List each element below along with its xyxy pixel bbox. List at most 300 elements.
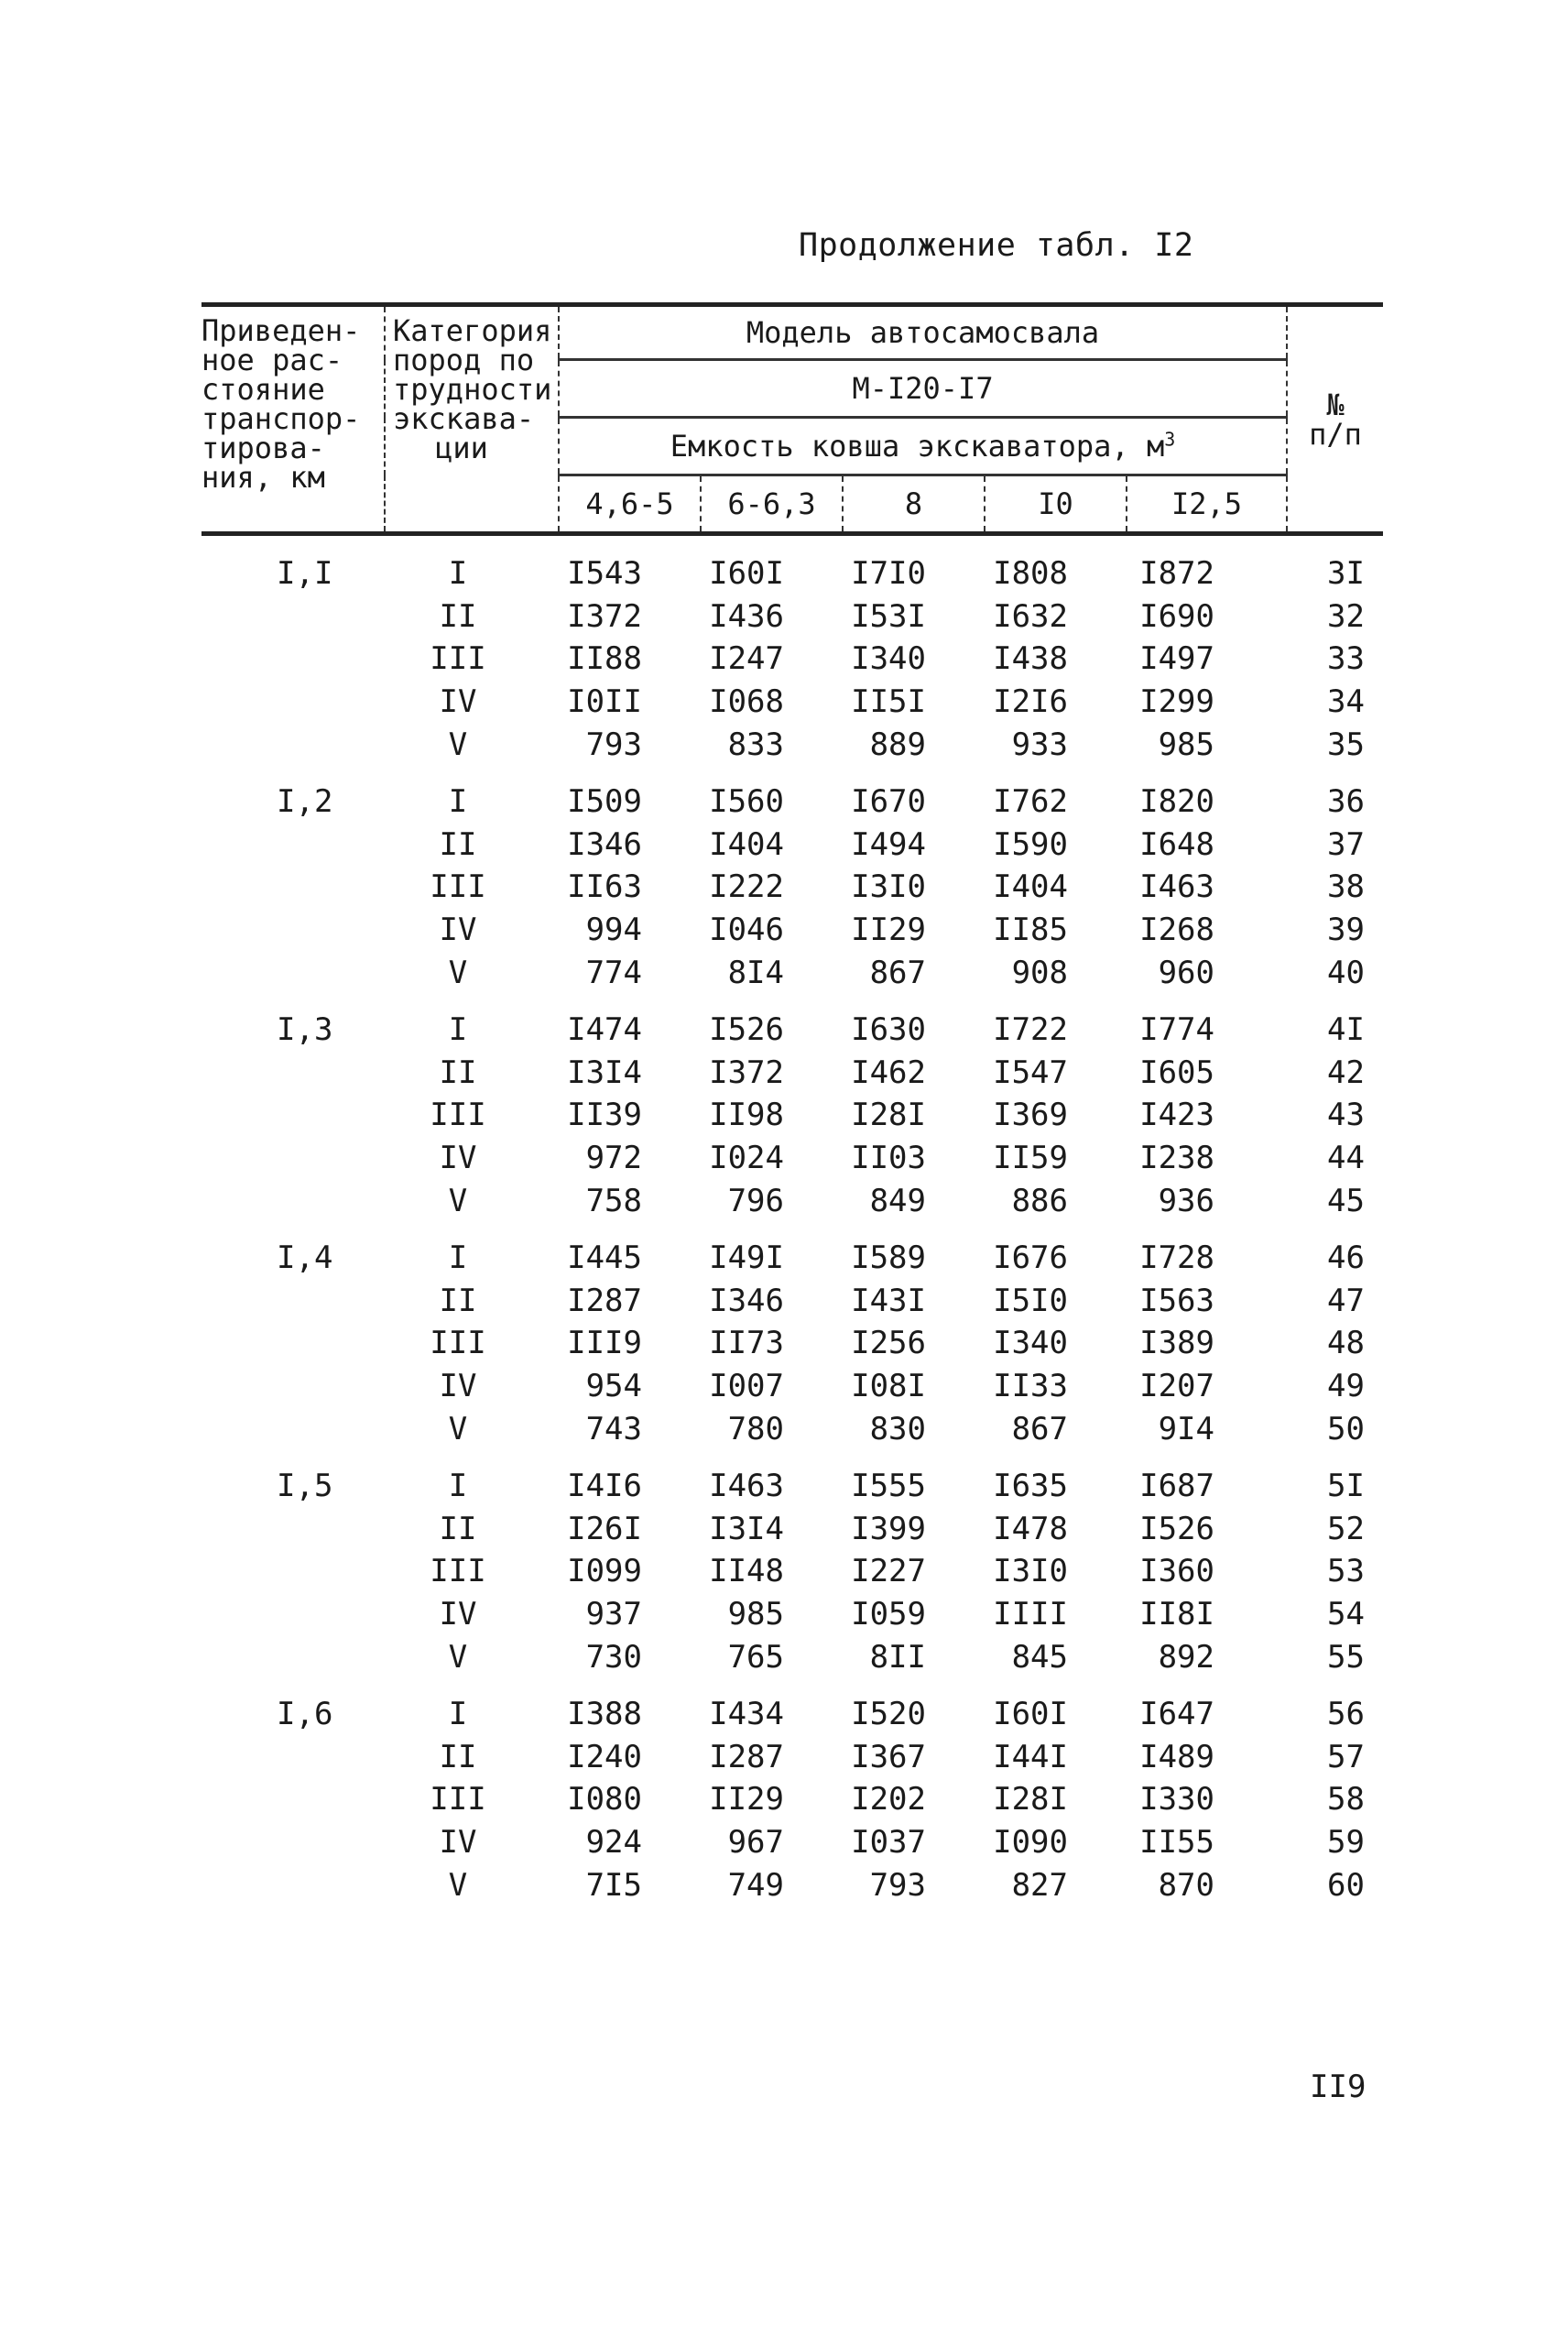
value-cell: 886 — [1011, 1182, 1068, 1219]
value-cell: II98 — [709, 1097, 784, 1134]
distance-cell: I,I — [277, 555, 333, 593]
value-cell: I007 — [709, 1367, 784, 1404]
value-cell: I2I6 — [993, 683, 1068, 721]
row-number-cell: 4I — [1327, 1011, 1365, 1049]
value-cell: 774 — [585, 954, 642, 991]
table-body — [201, 552, 1383, 1906]
value-cell: 796 — [727, 1182, 784, 1219]
category-cell: I — [448, 1468, 468, 1505]
value-cell: 954 — [585, 1367, 642, 1404]
page-number: II9 — [1310, 2069, 1367, 2105]
table-row — [201, 1280, 1383, 1323]
header-category-line: трудности — [393, 372, 552, 407]
category-cell: III — [430, 868, 486, 906]
header-category — [385, 305, 559, 534]
value-cell: I346 — [709, 1282, 784, 1319]
value-cell: I53I — [851, 597, 926, 635]
table-row — [201, 1821, 1383, 1864]
value-cell: 793 — [869, 1866, 926, 1904]
group-spacer — [201, 994, 1383, 1009]
value-cell: I60I — [993, 1696, 1068, 1733]
value-cell: I024 — [709, 1140, 784, 1177]
value-cell: II59 — [993, 1140, 1068, 1177]
distance-cell — [201, 866, 385, 909]
header-category-line: экскава- — [393, 401, 535, 436]
table-row — [201, 1507, 1383, 1550]
distance-cell — [201, 1635, 385, 1678]
row-number-cell: 49 — [1327, 1367, 1365, 1404]
header-model-value: М-I20-I7 — [559, 360, 1287, 418]
table-row — [201, 909, 1383, 952]
row-number-cell: 33 — [1327, 640, 1365, 678]
table-row — [201, 824, 1383, 867]
category-cell: IV — [439, 1367, 477, 1404]
capacity-col-5: I2,5 — [1127, 475, 1287, 534]
value-cell: 845 — [1011, 1638, 1068, 1676]
category-cell: V — [448, 1638, 468, 1676]
value-cell: I722 — [993, 1011, 1068, 1049]
value-cell: I037 — [851, 1823, 926, 1861]
value-cell: I222 — [709, 868, 784, 906]
value-cell: 889 — [869, 726, 926, 763]
value-cell: I509 — [567, 783, 642, 821]
value-cell: I256 — [851, 1325, 926, 1362]
group-spacer — [201, 1678, 1383, 1693]
distance-cell — [201, 1052, 385, 1095]
value-cell: I26I — [567, 1510, 642, 1547]
distance-cell — [201, 1550, 385, 1593]
table-row — [201, 1778, 1383, 1821]
distance-cell — [201, 1179, 385, 1222]
value-cell: I690 — [1139, 597, 1214, 635]
value-cell: I463 — [709, 1468, 784, 1505]
value-cell: I494 — [851, 825, 926, 863]
value-cell: 867 — [1011, 1410, 1068, 1447]
value-cell: 730 — [585, 1638, 642, 1676]
group-spacer-cell — [201, 994, 1383, 1009]
value-cell: I399 — [851, 1510, 926, 1547]
value-cell: I404 — [993, 868, 1068, 906]
table-row — [201, 1465, 1383, 1508]
header-distance-line: Приведен- — [201, 313, 361, 348]
table-row — [201, 595, 1383, 639]
row-number-cell: 46 — [1327, 1239, 1365, 1277]
value-cell: IIII — [993, 1595, 1068, 1633]
table-row — [201, 866, 1383, 909]
table-row — [201, 1693, 1383, 1736]
value-cell: 765 — [727, 1638, 784, 1676]
table-header — [201, 302, 1383, 536]
value-cell: 967 — [727, 1823, 784, 1861]
table-row — [201, 1179, 1383, 1222]
value-cell: I520 — [851, 1696, 926, 1733]
category-cell: I — [448, 555, 468, 593]
value-cell: 892 — [1158, 1638, 1214, 1676]
value-cell: I369 — [993, 1097, 1068, 1134]
value-cell: II8I — [1139, 1595, 1214, 1633]
row-number-cell: 48 — [1327, 1325, 1365, 1362]
value-cell: I28I — [851, 1097, 926, 1134]
distance-cell — [201, 1280, 385, 1323]
value-cell: 870 — [1158, 1866, 1214, 1904]
value-cell: I632 — [993, 597, 1068, 635]
row-number-cell: 36 — [1327, 783, 1365, 821]
distance-cell — [201, 1407, 385, 1450]
value-cell: I3I4 — [567, 1054, 642, 1091]
header-distance-line: ния, км — [201, 460, 325, 495]
value-cell: 933 — [1011, 726, 1068, 763]
group-spacer — [201, 766, 1383, 781]
value-cell: I820 — [1139, 783, 1214, 821]
value-cell: 793 — [585, 726, 642, 763]
value-cell: I808 — [993, 555, 1068, 593]
table-row — [201, 723, 1383, 766]
category-cell: III — [430, 1781, 486, 1818]
value-cell: I526 — [709, 1011, 784, 1049]
value-cell: I227 — [851, 1553, 926, 1590]
value-cell: I3I4 — [709, 1510, 784, 1547]
value-cell: I3I0 — [851, 868, 926, 906]
value-cell: I687 — [1139, 1468, 1214, 1505]
value-cell: I423 — [1139, 1097, 1214, 1134]
distance-cell — [201, 824, 385, 867]
row-number-cell: 40 — [1327, 954, 1365, 991]
value-cell: 924 — [585, 1823, 642, 1861]
header-capacity — [559, 418, 1287, 475]
value-cell: 827 — [1011, 1866, 1068, 1904]
header-category-line: Категория — [393, 313, 552, 348]
table-row — [201, 1237, 1383, 1280]
value-cell: I547 — [993, 1054, 1068, 1091]
value-cell: 994 — [585, 912, 642, 949]
distance-cell — [201, 681, 385, 724]
value-cell: I340 — [851, 640, 926, 678]
category-cell: V — [448, 726, 468, 763]
table-row — [201, 1094, 1383, 1137]
value-cell: I240 — [567, 1738, 642, 1775]
category-cell: IV — [439, 1823, 477, 1861]
distance-cell — [201, 1735, 385, 1778]
category-cell: V — [448, 1410, 468, 1447]
value-cell: I774 — [1139, 1011, 1214, 1049]
value-cell: 867 — [869, 954, 926, 991]
header-distance — [201, 305, 385, 534]
value-cell: I872 — [1139, 555, 1214, 593]
value-cell: I560 — [709, 783, 784, 821]
table-row — [201, 1863, 1383, 1906]
category-cell: IV — [439, 1140, 477, 1177]
category-cell: I — [448, 1696, 468, 1733]
value-cell: I268 — [1139, 912, 1214, 949]
table-row — [201, 1735, 1383, 1778]
distance-cell: I,3 — [277, 1011, 333, 1049]
value-cell: I360 — [1139, 1553, 1214, 1590]
row-number-cell: 56 — [1327, 1696, 1365, 1733]
value-cell: I340 — [993, 1325, 1068, 1362]
row-number-cell: 42 — [1327, 1054, 1365, 1091]
row-number-cell: 35 — [1327, 726, 1365, 763]
value-cell: I563 — [1139, 1282, 1214, 1319]
category-cell: I — [448, 1011, 468, 1049]
row-number-cell: 58 — [1327, 1781, 1365, 1818]
category-cell: III — [430, 640, 486, 678]
row-number-cell: 39 — [1327, 912, 1365, 949]
value-cell: I207 — [1139, 1367, 1214, 1404]
value-cell: II55 — [1139, 1823, 1214, 1861]
row-number-cell: 57 — [1327, 1738, 1365, 1775]
group-spacer — [201, 1222, 1383, 1237]
distance-cell — [201, 1094, 385, 1137]
value-cell: I590 — [993, 825, 1068, 863]
value-cell: I60I — [709, 555, 784, 593]
value-cell: 7I5 — [585, 1866, 642, 1904]
value-cell: I49I — [709, 1239, 784, 1277]
value-cell: I7I0 — [851, 555, 926, 593]
row-number-cell: 43 — [1327, 1097, 1365, 1134]
category-cell: IV — [439, 1595, 477, 1633]
table-row — [201, 1635, 1383, 1678]
table-row — [201, 1365, 1383, 1408]
value-cell: 972 — [585, 1140, 642, 1177]
value-cell: I445 — [567, 1239, 642, 1277]
value-cell: I346 — [567, 825, 642, 863]
table-row — [201, 781, 1383, 824]
table-row — [201, 951, 1383, 994]
header-category-line: ции — [435, 431, 488, 465]
distance-cell — [201, 1365, 385, 1408]
value-cell: I202 — [851, 1781, 926, 1818]
value-cell: II33 — [993, 1367, 1068, 1404]
distance-cell: I,2 — [277, 783, 333, 821]
value-cell: I090 — [993, 1823, 1068, 1861]
table-row — [201, 1009, 1383, 1052]
capacity-col-3: 8 — [843, 475, 985, 534]
header-category-line: пород по — [393, 343, 535, 377]
row-number-cell: 45 — [1327, 1182, 1365, 1219]
distance-cell — [201, 1863, 385, 1906]
value-cell: 849 — [869, 1182, 926, 1219]
group-spacer-cell — [201, 1678, 1383, 1693]
value-cell: 830 — [869, 1410, 926, 1447]
table-row — [201, 1407, 1383, 1450]
capacity-unit-exponent: 3 — [1164, 428, 1176, 451]
category-cell: I — [448, 1239, 468, 1277]
value-cell: I247 — [709, 640, 784, 678]
value-cell: I287 — [567, 1282, 642, 1319]
row-number-cell: 55 — [1327, 1638, 1365, 1676]
capacity-col-4: I0 — [985, 475, 1127, 534]
distance-cell — [201, 951, 385, 994]
capacity-col-2: 6-6,3 — [701, 475, 843, 534]
row-number-cell: 3I — [1327, 555, 1365, 593]
category-cell: II — [439, 825, 477, 863]
value-cell: I08I — [851, 1367, 926, 1404]
value-cell: I330 — [1139, 1781, 1214, 1818]
group-spacer-cell — [201, 1450, 1383, 1465]
row-number-cell: 60 — [1327, 1866, 1365, 1904]
data-table — [201, 302, 1383, 1906]
value-cell: I635 — [993, 1468, 1068, 1505]
value-cell: 743 — [585, 1410, 642, 1447]
header-distance-line: тирова- — [201, 431, 325, 465]
capacity-col-1: 4,6-5 — [559, 475, 701, 534]
value-cell: 8II — [869, 1638, 926, 1676]
value-cell: I647 — [1139, 1696, 1214, 1733]
value-cell: 833 — [727, 726, 784, 763]
header-number — [1287, 305, 1383, 534]
category-cell: III — [430, 1553, 486, 1590]
distance-cell — [201, 638, 385, 681]
number-label: п/п — [1309, 416, 1362, 452]
value-cell: II63 — [567, 868, 642, 906]
value-cell: I3I0 — [993, 1553, 1068, 1590]
value-cell: I605 — [1139, 1054, 1214, 1091]
distance-cell — [201, 1593, 385, 1636]
category-cell: II — [439, 1054, 477, 1091]
table-row — [201, 681, 1383, 724]
value-cell: 936 — [1158, 1182, 1214, 1219]
value-cell: II48 — [709, 1553, 784, 1590]
row-number-cell: 50 — [1327, 1410, 1365, 1447]
value-cell: II85 — [993, 912, 1068, 949]
value-cell: I068 — [709, 683, 784, 721]
distance-cell — [201, 1821, 385, 1864]
value-cell: II29 — [709, 1781, 784, 1818]
value-cell: 758 — [585, 1182, 642, 1219]
value-cell: I5I0 — [993, 1282, 1068, 1319]
category-cell: III — [430, 1325, 486, 1362]
value-cell: II03 — [851, 1140, 926, 1177]
category-cell: III — [430, 1097, 486, 1134]
header-distance-line: стояние — [201, 372, 325, 407]
distance-cell — [201, 909, 385, 952]
value-cell: I497 — [1139, 640, 1214, 678]
value-cell: 960 — [1158, 954, 1214, 991]
value-cell: II5I — [851, 683, 926, 721]
row-number-cell: 38 — [1327, 868, 1365, 906]
number-sign: № — [1326, 387, 1345, 422]
category-cell: IV — [439, 912, 477, 949]
distance-cell — [201, 723, 385, 766]
value-cell: I728 — [1139, 1239, 1214, 1277]
value-cell: I299 — [1139, 683, 1214, 721]
table-caption: Продолжение табл. I2 — [799, 227, 1194, 264]
distance-cell — [201, 1137, 385, 1180]
value-cell: I589 — [851, 1239, 926, 1277]
value-cell: I434 — [709, 1696, 784, 1733]
value-cell: I670 — [851, 783, 926, 821]
value-cell: 8I4 — [727, 954, 784, 991]
value-cell: I44I — [993, 1738, 1068, 1775]
row-number-cell: 34 — [1327, 683, 1365, 721]
value-cell: 9I4 — [1158, 1410, 1214, 1447]
value-cell: I676 — [993, 1239, 1068, 1277]
value-cell: I543 — [567, 555, 642, 593]
category-cell: II — [439, 1282, 477, 1319]
value-cell: I478 — [993, 1510, 1068, 1547]
value-cell: I099 — [567, 1553, 642, 1590]
value-cell: I287 — [709, 1738, 784, 1775]
value-cell: 780 — [727, 1410, 784, 1447]
row-number-cell: 5I — [1327, 1468, 1365, 1505]
table-row — [201, 1593, 1383, 1636]
table-row — [201, 1052, 1383, 1095]
category-cell: II — [439, 1510, 477, 1547]
value-cell: I463 — [1139, 868, 1214, 906]
distance-cell: I,5 — [277, 1468, 333, 1505]
header-distance-line: транспор- — [201, 401, 361, 436]
table-row — [201, 552, 1383, 595]
value-cell: I238 — [1139, 1140, 1214, 1177]
value-cell: 985 — [1158, 726, 1214, 763]
value-cell: III9 — [567, 1325, 642, 1362]
row-number-cell: 52 — [1327, 1510, 1365, 1547]
value-cell: I080 — [567, 1781, 642, 1818]
value-cell: I28I — [993, 1781, 1068, 1818]
row-number-cell: 53 — [1327, 1553, 1365, 1590]
value-cell: II88 — [567, 640, 642, 678]
value-cell: I474 — [567, 1011, 642, 1049]
row-number-cell: 32 — [1327, 597, 1365, 635]
value-cell: I372 — [709, 1054, 784, 1091]
value-cell: II73 — [709, 1325, 784, 1362]
distance-cell: I,6 — [277, 1696, 333, 1733]
value-cell: I059 — [851, 1595, 926, 1633]
value-cell: I630 — [851, 1011, 926, 1049]
value-cell: I462 — [851, 1054, 926, 1091]
category-cell: V — [448, 954, 468, 991]
distance-cell — [201, 1778, 385, 1821]
category-cell: V — [448, 1866, 468, 1904]
value-cell: 908 — [1011, 954, 1068, 991]
category-cell: II — [439, 1738, 477, 1775]
value-cell: I4I6 — [567, 1468, 642, 1505]
value-cell: 985 — [727, 1595, 784, 1633]
table-row — [201, 1322, 1383, 1365]
distance-cell — [201, 1322, 385, 1365]
value-cell: I046 — [709, 912, 784, 949]
row-number-cell: 59 — [1327, 1823, 1365, 1861]
row-number-cell: 47 — [1327, 1282, 1365, 1319]
group-spacer-cell — [201, 766, 1383, 781]
value-cell: II39 — [567, 1097, 642, 1134]
value-cell: I388 — [567, 1696, 642, 1733]
value-cell: I372 — [567, 597, 642, 635]
value-cell: I0II — [567, 683, 642, 721]
category-cell: II — [439, 597, 477, 635]
value-cell: I404 — [709, 825, 784, 863]
value-cell: I489 — [1139, 1738, 1214, 1775]
value-cell: I648 — [1139, 825, 1214, 863]
category-cell: V — [448, 1182, 468, 1219]
table-row — [201, 1550, 1383, 1593]
table-row — [201, 638, 1383, 681]
value-cell: I367 — [851, 1738, 926, 1775]
value-cell: I389 — [1139, 1325, 1214, 1362]
header-model-label: Модель автосамосвала — [559, 305, 1287, 360]
value-cell: I762 — [993, 783, 1068, 821]
category-cell: I — [448, 783, 468, 821]
row-number-cell: 54 — [1327, 1595, 1365, 1633]
distance-cell — [201, 1507, 385, 1550]
value-cell: I43I — [851, 1282, 926, 1319]
row-number-cell: 37 — [1327, 825, 1365, 863]
value-cell: I555 — [851, 1468, 926, 1505]
value-cell: I438 — [993, 640, 1068, 678]
category-cell: IV — [439, 683, 477, 721]
table-row — [201, 1137, 1383, 1180]
group-spacer-cell — [201, 1222, 1383, 1237]
